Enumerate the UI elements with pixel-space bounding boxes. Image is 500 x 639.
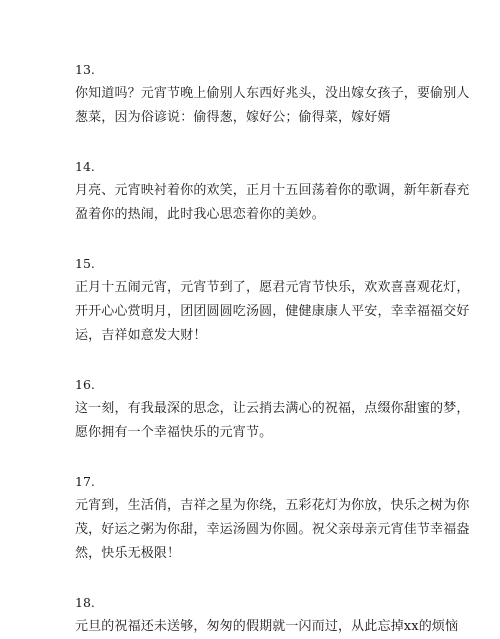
entry-number: 14. xyxy=(75,159,95,174)
entry-number: 15. xyxy=(75,256,95,271)
entry-number: 16. xyxy=(75,377,95,392)
entry-text-line: 这一刻，有我最深的思念，让云捎去满心的祝福，点缀你甜蜜的梦， xyxy=(75,401,470,416)
entry-text-line: 元旦的祝福还未送够，匆匆的假期就一闪而过，从此忘掉xx的烦恼 xyxy=(75,619,459,634)
entry-15 xyxy=(75,252,470,348)
document-body xyxy=(75,58,470,639)
entry-text-line: 盈着你的热闹，此时我心思恋着你的美妙。 xyxy=(75,207,325,222)
entry-number: 18. xyxy=(75,595,95,610)
entry-text-line: 运，吉祥如意发大财！ xyxy=(75,328,207,343)
entry-text-line: 正月十五闹元宵，元宵节到了，愿君元宵节快乐，欢欢喜喜观花灯， xyxy=(75,280,470,295)
entry-text-line: 葱菜，因为俗谚说：偷得葱，嫁好公；偷得菜，嫁好婿 xyxy=(75,110,391,125)
entry-text-line: 开开心心赏明月，团团圆圆吃汤圆，健健康康人平安，幸幸福福交好 xyxy=(75,304,470,319)
entry-text-line: 茂，好运之粥为你甜，幸运汤圆为你圆。祝父亲母亲元宵佳节幸福盎 xyxy=(75,522,470,537)
entry-text-line: 元宵到，生活俏，吉祥之星为你绕，五彩花灯为你放，快乐之树为你 xyxy=(75,498,470,513)
entry-17 xyxy=(75,470,470,566)
entry-text-line: 愿你拥有一个幸福快乐的元宵节。 xyxy=(75,425,273,440)
entry-text-line: 然，快乐无极限！ xyxy=(75,546,181,561)
entry-text-line: 月亮、元宵映衬着你的欢笑，正月十五回荡着你的歌调，新年新春充 xyxy=(75,183,470,198)
entry-number: 17. xyxy=(75,474,95,489)
entry-number: 13. xyxy=(75,62,95,77)
entry-14 xyxy=(75,155,470,227)
entry-18 xyxy=(75,591,459,639)
entry-text-line: 你知道吗？元宵节晚上偷别人东西好兆头，没出嫁女孩子，要偷别人 xyxy=(75,86,470,101)
entry-13 xyxy=(75,58,470,130)
entry-16 xyxy=(75,373,470,445)
